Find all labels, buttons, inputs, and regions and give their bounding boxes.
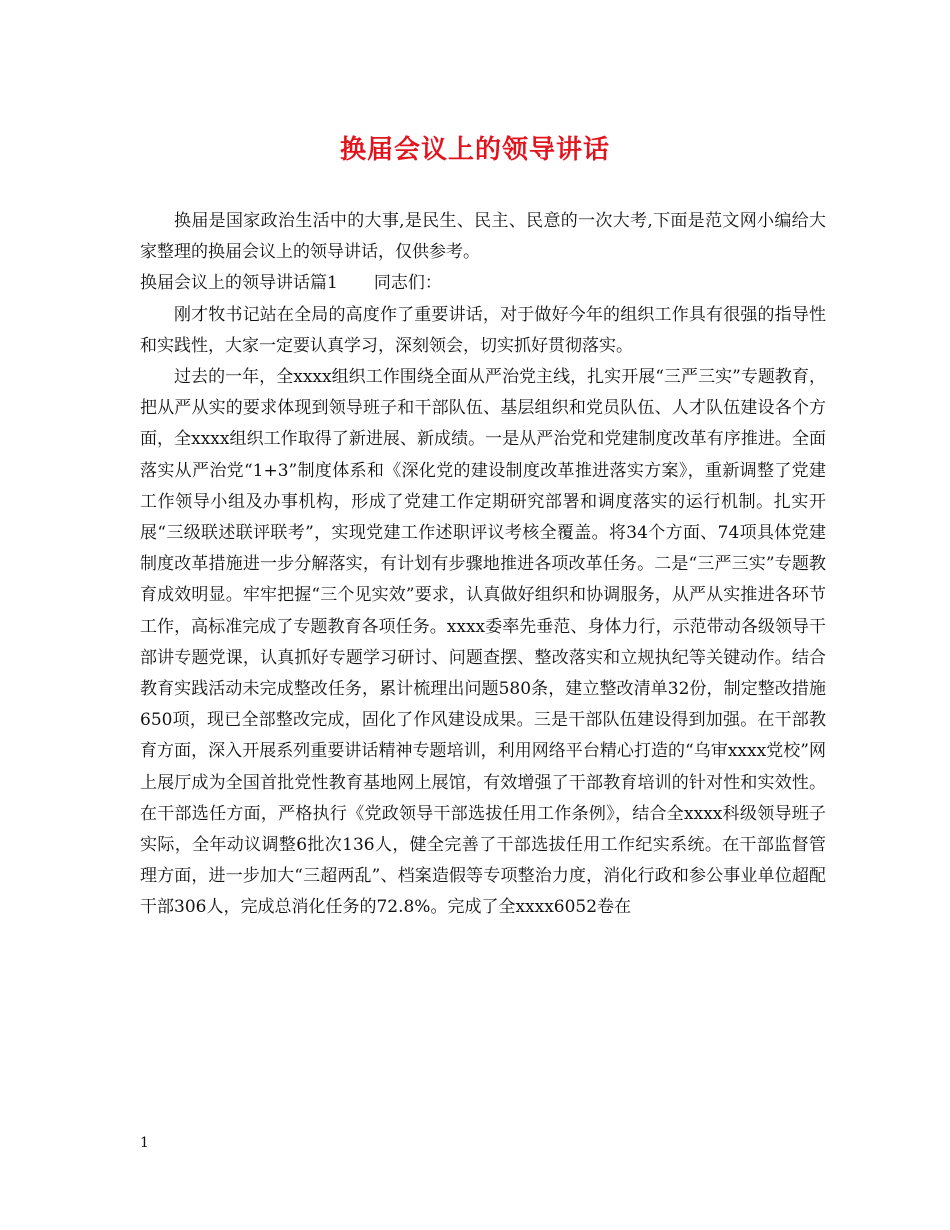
body-paragraph-2: 过去的一年，全xxxx组织工作围绕全面从严治党主线，扎实开展“三严三实”专题教育，把从严从实的要求体现到领导班子和干部队伍、基层组织和党员队伍、人才队伍建设各个方面，全xxxx组织工作取得了新进展、新成绩。一是从严治党和党建制度改革有序推进。全面落实从严治党“1+3”制度体系和《深化党的建设制度改革推进落实方案》，重新调整了党建工作领导小组及办事机构，形成了党建工作定期研究部署和调度落实的运行机制。扎实开展“三级联述联评联考”，实现党建工作述职评议考核全覆盖。将34个方面、74项具体党建制度改革措施进一步分解落实，有计划有步骤地推进各项改革任务。二是“三严三实”专题教育成效明显。牢牢把握“三个见实效”要求，认真做好组织和协调服务，从严从实推进各环节工作，高标准完成了专题教育各项任务。xxxx委率先垂范、身体力行，示范带动各级领导干部讲专题党课，认真抓好专题学习研讨、问题查摆、整改落实和立规执纪等关键动作。结合教育实践活动未完成整改任务，累计梳理出问题580条，建立整改清单32份，制定整改措施650项，现已全部整改完成，固化了作风建设成果。三是干部队伍建设得到加强。在干部教育方面，深入开展系列重要讲话精神专题培训，利用网络平台精心打造的“乌审xxxx党校”网上展厅成为全国首批党性教育基地网上展馆，有效增强了干部教育培训的针对性和实效性。在干部选任方面，严格执行《党政领导干部选拔任用工作条例》，结合全xxxx科级领导班子实际，全年动议调整6批次136人，健全完善了干部选拔任用工作纪实系统。在干部监督管理方面，进一步加大“三超两乱”、档案造假等专项整治力度，消化行政和参公事业单位超配干部306人，完成总消化任务的72.8%。完成了全xxxx6052卷在 — [140, 367, 826, 918]
document-title: 换届会议上的领导讲话 — [339, 135, 610, 165]
section-heading-line — [140, 268, 826, 299]
page-number: 1 — [140, 1135, 149, 1151]
document-body — [140, 206, 826, 924]
section-heading: 换届会议上的领导讲话篇1 — [140, 273, 338, 294]
body-paragraph-1: 刚才牧书记站在全局的高度作了重要讲话，对于做好今年的组织工作具有很强的指导性和实践性，大家一定要认真学习，深刻领会，切实抓好贯彻落实。 — [140, 304, 826, 356]
salutation: 同志们： — [373, 273, 442, 294]
intro-paragraph: 换届是国家政治生活中的大事,是民生、民主、民意的一次大考,下面是范文网小编给大家整理的换届会议上的领导讲话，仅供参考。 — [140, 211, 826, 263]
